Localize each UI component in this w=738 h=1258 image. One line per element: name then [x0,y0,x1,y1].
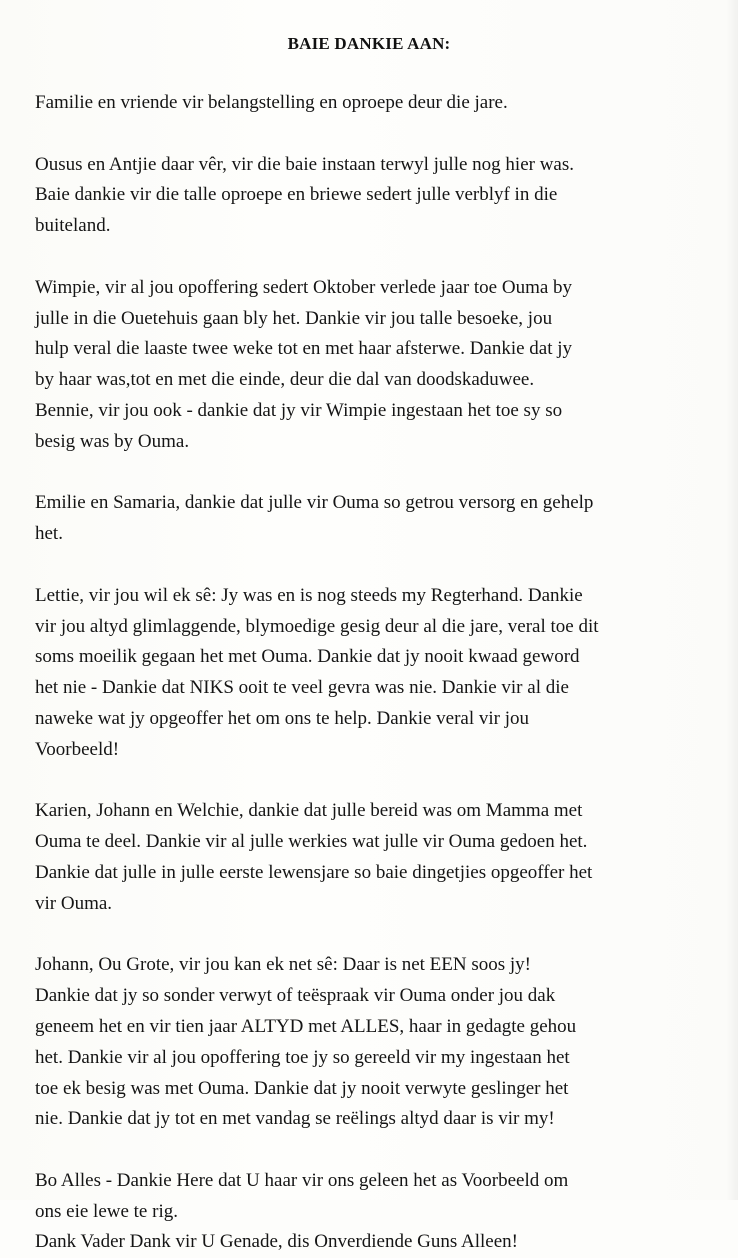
paragraph-lettie: Lettie, vir jou wil ek sê: Jy was en is nog steeds my Regterhand. Dankie vir jou altyd glimlaggende, blymoedige gesig deur al die jare, veral toe dit soms moeilik gegaan het met Ouma. Dankie dat jy nooit kwaad geword het nie - Dankie dat NIKS ooit te veel gevra was nie. Dankie vir al die naweke wat jy opgeoffer het om ons te help. Dankie veral vir jou Voorbeeld! [35,584,599,760]
paragraph-bo-alles: Bo Alles - Dankie Here dat U haar vir ons geleen het as Voorbeeld om ons eie lewe te rig. Dank Vader Dank vir U Genade, dis Onverdiende Guns Alleen! [35,1169,569,1253]
paragraph-ousus-antjie: Ousus en Antjie daar vêr, vir die baie instaan terwyl julle nog hier was. Baie dankie vir die talle oproepe en briewe sedert julle verblyf in die buiteland. [35,153,575,237]
paragraph-family-friends: Familie en vriende vir belangstelling en oproepe deur die jare. [35,92,508,113]
page-title: BAIE DANKIE AAN: [287,34,451,53]
paragraph-johann-ou-grote: Johann, Ou Grote, vir jou kan ek net sê: Daar is net EEN soos jy! Dankie dat jy so sonder verwyt of teëspraak vir Ouma onder jou dak geneem het en vir tien jaar ALTYD met ALLES, haar in gedagte gehou het. Dankie vir al jou opoffering toe jy so gereeld vir my ingestaan het toe ek besig was met Ouma. Dankie dat jy nooit verwyte geslinger het nie. Dankie dat jy tot en met vandag se reëlings altyd daar is vir my! [35,954,577,1130]
paragraph-karien-johann-welchie: Karien, Johann en Welchie, dankie dat julle bereid was om Mamma met Ouma te deel. Dankie vir al julle werkies wat julle vir Ouma gedoen het. Dankie dat julle in julle eerste lewensjare so baie dingetjies opgeoffer het vir Ouma. [35,800,593,914]
document-body [35,88,707,1258]
page-edge-shadow [726,0,738,1200]
paragraph-wimpie: Wimpie, vir al jou opoffering sedert Oktober verlede jaar toe Ouma by julle in die Ouetehuis gaan bly het. Dankie vir jou talle besoeke, jou hulp veral die laaste twee weke tot en met haar afsterwe. Dankie dat jy by haar was,tot en met die einde, deur die dal van doodskaduwee. Bennie, vir jou ook - dankie dat jy vir Wimpie ingestaan het toe sy so besig was by Ouma. [35,276,573,452]
paragraph-emilie-samaria: Emilie en Samaria, dankie dat julle vir Ouma so getrou versorg en gehelp het. [35,492,594,545]
